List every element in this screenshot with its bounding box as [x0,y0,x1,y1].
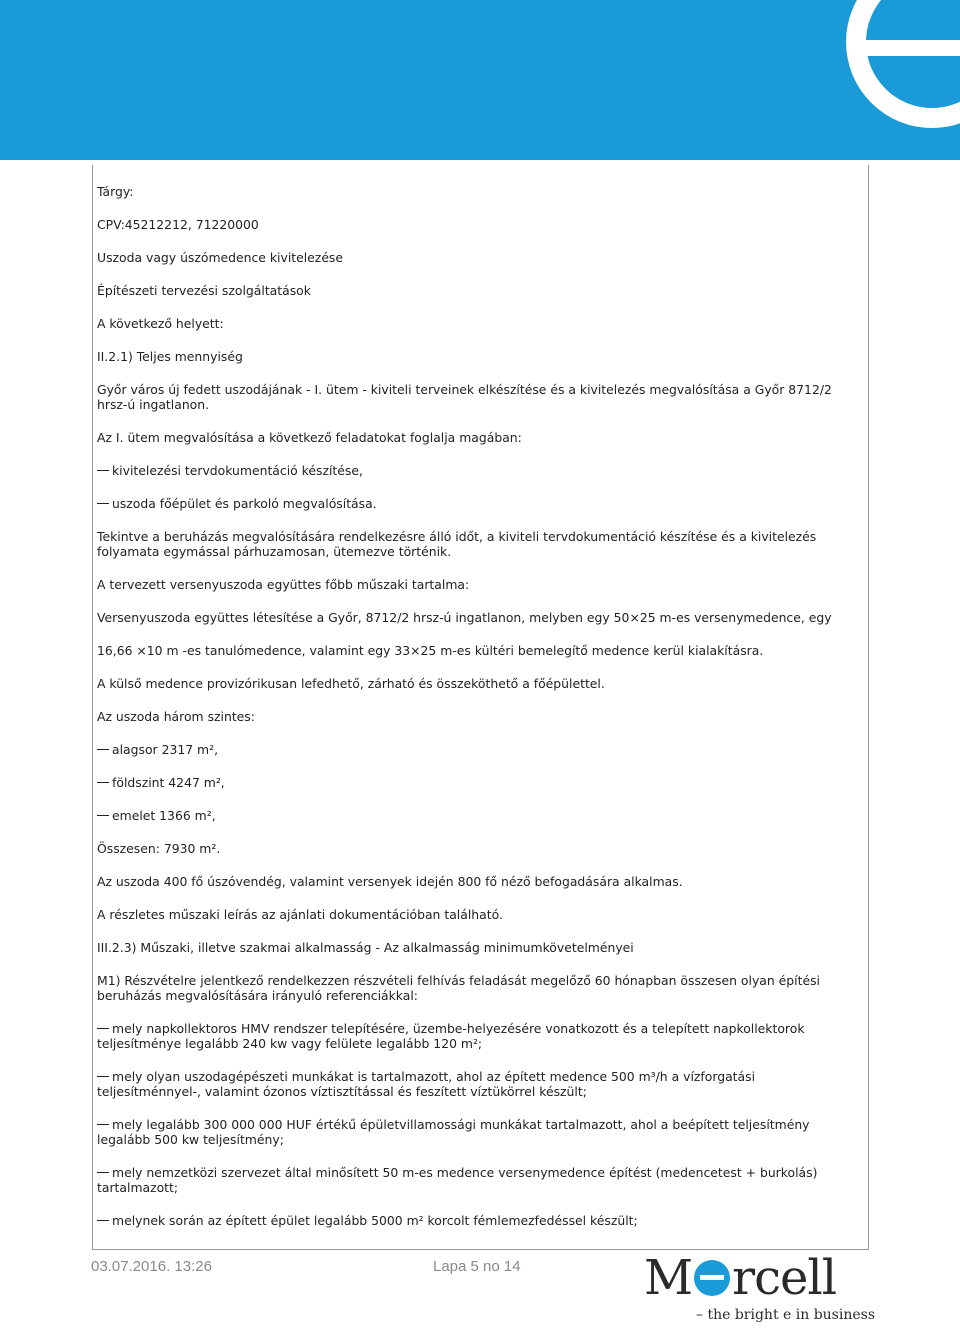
technical-content-heading: A tervezett versenyuszoda együttes főbb műszaki tartalma: [97,577,470,592]
documentation-note: A részletes műszaki leírás az ajánlati dokumentációban található. [97,907,503,922]
pool-complex-paragraph: Versenyuszoda együttes létesítése a Győr, 8712/2 hrsz-ú ingatlanon, melyben egy 50×25 m-es versenymedence, egy [97,610,832,625]
brand-wordmark [644,1250,836,1306]
subject-label: Tárgy: [97,184,134,199]
brand-prefix: M [644,1250,693,1306]
document-body [97,184,862,1246]
outdoor-pool-paragraph: A külső medence provizórikusan lefedhető, zárható és összeköthető a főépülettel. [97,676,605,691]
right-frame-line [868,165,869,1250]
pool-complex-paragraph-cont: 16,66 ×10 m -es tanulómedence, valamint egy 33×25 m-es kültéri bemelegítő medence kerül kialakításra. [97,643,764,658]
list-item: földszint 4247 m², [97,775,862,790]
brand-tagline: – the bright e in business [696,1307,876,1323]
m1-requirement: M1) Részvételre jelentkező rendelkezzen részvételi felhívás feladását megelőző 60 hónapban összesen olyan építési beruházás megvalósítására irányuló referenciákkal: [97,973,820,1003]
section-heading-requirements: III.2.3) Műszaki, illetve szakmai alkalmasság - Az alkalmasság minimumkövetelményei [97,940,634,955]
left-frame-line [92,165,93,1250]
list-item: mely legalább 300 000 000 HUF értékű épületvillamossági munkákat tartalmazott, ahol a beépített teljesítmény legalább 500 kw teljesítmény; [97,1117,862,1147]
schedule-paragraph: Tekintve a beruházás megvalósítására rendelkezésre álló időt, a kiviteli tervdokumentáció készítése és a kivitelezés folyamata egymással párhuzamosan, ütemezve történik. [97,529,817,559]
list-item: mely nemzetközi szervezet által minősített 50 m-es medence versenymedence építést (medencetest + burkolás) tartalmazott; [97,1165,862,1195]
page-header-band [0,0,960,160]
total-area: Összesen: 7930 m². [97,841,221,856]
capacity-paragraph: Az uszoda 400 fő úszóvendég, valamint versenyek idején 800 fő néző befogadására alkalmas. [97,874,683,889]
cpv-codes: CPV:45212212, 71220000 [97,217,259,232]
list-item: emelet 1366 m², [97,808,862,823]
project-title: Győr város új fedett uszodájának - I. ütem - kiviteli terveinek elkészítése és a kivitelezés megvalósítása a Győr 8712/2 hrsz-ú ingatlanon. [97,382,832,412]
cpv-description-2: Építészeti tervezési szolgáltatások [97,283,311,298]
footer-page-number: Lapa 5 no 14 [433,1258,521,1275]
brand-suffix: rcell [732,1250,837,1306]
brand-logo [644,1250,874,1328]
list-item: alagsor 2317 m², [97,742,862,757]
list-item: melynek során az épített épület legalább 5000 m² korcolt fémlemezfedéssel készült; [97,1213,862,1228]
list-item: mely napkollektoros HMV rendszer telepítésére, üzembe-helyezésére vonatkozott és a telepített napkollektorok teljesítménye legalább 240 kw vagy felülete legalább 120 m²; [97,1021,862,1051]
list-item: kivitelezési tervdokumentáció készítése, [97,463,862,478]
instead-of-label: A következő helyett: [97,316,224,331]
marcell-e-logo-icon [800,0,960,160]
list-item: uszoda főépület és parkoló megvalósítása. [97,496,862,511]
footer-date: 03.07.2016. 13:26 [91,1258,212,1275]
brand-e-icon [694,1260,730,1296]
levels-intro: Az uszoda három szintes: [97,709,255,724]
phase-intro: Az I. ütem megvalósítása a következő feladatokat foglalja magában: [97,430,522,445]
list-item: mely olyan uszodagépészeti munkákat is tartalmazott, ahol az épített medence 500 m³/h a vízforgatási teljesítménnyel-, valamint ózonos víztisztítással és feszített víztükörrel készült; [97,1069,862,1099]
section-heading: II.2.1) Teljes mennyiség [97,349,243,364]
cpv-description-1: Uszoda vagy úszómedence kivitelezése [97,250,344,265]
